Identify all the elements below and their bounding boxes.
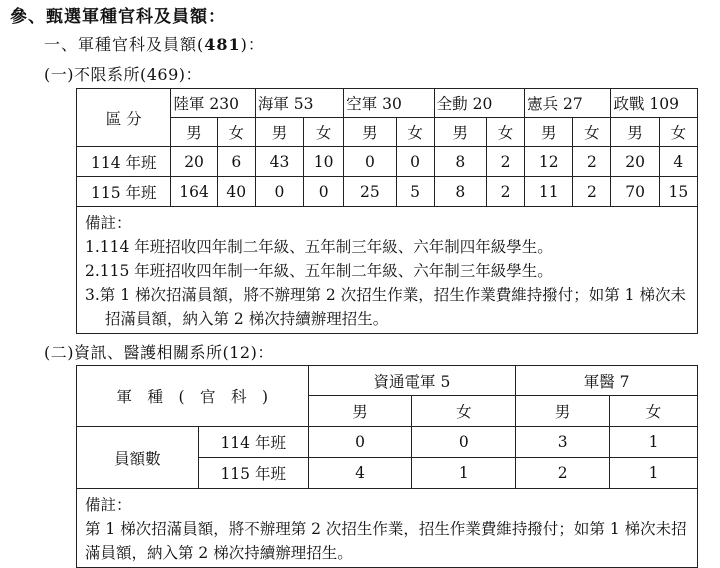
quota-cell: 4	[308, 458, 412, 489]
quota-cell: 40	[217, 177, 255, 207]
quota-cell: 5	[396, 177, 434, 207]
notes-cell	[77, 207, 698, 334]
branch-header: 資通電軍 5	[308, 366, 516, 396]
quota-cell: 2	[486, 177, 524, 207]
quota-cell: 3	[516, 427, 610, 458]
gender-male: 男	[611, 118, 659, 147]
quota-cell: 0	[304, 177, 344, 207]
branch-header: 全動 20	[434, 89, 524, 118]
quota-cell: 2	[516, 458, 610, 489]
gender-female: 女	[304, 118, 344, 147]
quota-cell: 2	[486, 147, 524, 177]
quota-cell: 2	[573, 177, 611, 207]
gender-female: 女	[412, 396, 516, 427]
row-label: 115 年班	[77, 177, 171, 207]
quota-cell: 6	[217, 147, 255, 177]
quota-cell: 12	[525, 147, 573, 177]
gender-male: 男	[308, 396, 412, 427]
quota-cell: 10	[304, 147, 344, 177]
row-label: 115 年班	[198, 458, 308, 489]
gender-female: 女	[573, 118, 611, 147]
quota-cell: 25	[344, 177, 396, 207]
gender-male: 男	[171, 118, 217, 147]
total-quota: 481	[204, 35, 241, 54]
quota-cell: 164	[171, 177, 217, 207]
table-row	[77, 177, 698, 207]
notes-title: 備註：	[85, 496, 132, 514]
quota-cell: 43	[255, 147, 303, 177]
quota-cell: 70	[611, 177, 659, 207]
branch-header: 政戰 109	[611, 89, 698, 118]
subheading-quota	[44, 32, 265, 55]
gender-male: 男	[344, 118, 396, 147]
quota-table-it-medical	[76, 365, 698, 568]
gender-female: 女	[396, 118, 434, 147]
subheading-prefix: 一、軍種官科及員額(	[44, 35, 205, 54]
note-item: 3.第 1 梯次招滿員額，將不辦理第 2 次招生作業，招生作業費維持撥付；如第 1 梯次未招滿員額，納入第 2 梯次持續辦理招生。	[85, 286, 686, 328]
gender-female: 女	[217, 118, 255, 147]
branch-header: 憲兵 27	[525, 89, 611, 118]
gender-female: 女	[610, 396, 698, 427]
quota-cell: 0	[412, 427, 516, 458]
quota-cell: 11	[525, 177, 573, 207]
branch-header: 空軍 30	[344, 89, 434, 118]
notes-title: 備註：	[85, 214, 132, 232]
quota-cell: 2	[573, 147, 611, 177]
gender-male: 男	[434, 118, 486, 147]
branch-column-header: 軍 種 ( 官 科 )	[77, 366, 309, 427]
quota-cell: 1	[610, 427, 698, 458]
quota-table-unrestricted	[76, 88, 698, 334]
gender-female: 女	[659, 118, 697, 147]
quota-cell: 4	[659, 147, 697, 177]
quota-cell: 8	[434, 177, 486, 207]
subsection-1-title: (一)不限系所(469)：	[44, 65, 203, 84]
note-item: 2.115 年班招收四年制一年級、五年制二年級、六年制三年級學生。	[85, 262, 553, 280]
branch-header: 軍醫 7	[516, 366, 698, 396]
section-heading: 參、甄選軍種官科及員額：	[10, 7, 226, 27]
table-row	[77, 427, 698, 458]
quota-cell: 15	[659, 177, 697, 207]
notes-cell	[77, 489, 698, 568]
gender-male: 男	[255, 118, 303, 147]
quota-cell: 0	[396, 147, 434, 177]
gender-male: 男	[516, 396, 610, 427]
quota-cell: 1	[610, 458, 698, 489]
quota-cell: 0	[308, 427, 412, 458]
note-item: 1.114 年班招收四年制二年級、五年制三年級、六年制四年級學生。	[85, 238, 553, 256]
quota-cell: 0	[344, 147, 396, 177]
branch-header: 陸軍 230	[171, 89, 255, 118]
quota-cell: 1	[412, 458, 516, 489]
row-label: 114 年班	[77, 147, 171, 177]
note-item: 第 1 梯次招滿員額，將不辦理第 2 次招生作業，招生作業費維持撥付；如第 1 梯次未招滿員額，納入第 2 梯次持續辦理招生。	[85, 520, 687, 562]
quota-cell: 20	[171, 147, 217, 177]
gender-female: 女	[486, 118, 524, 147]
quota-cell: 0	[255, 177, 303, 207]
quota-cell: 20	[611, 147, 659, 177]
quota-cell: 8	[434, 147, 486, 177]
row-label: 114 年班	[198, 427, 308, 458]
gender-male: 男	[525, 118, 573, 147]
branch-header: 海軍 53	[255, 89, 343, 118]
group-label: 員額數	[77, 427, 199, 489]
subsection-2-title: (二)資訊、醫護相關系所(12)：	[44, 343, 274, 362]
subheading-suffix: )：	[240, 35, 265, 54]
row-header: 區 分	[77, 89, 171, 147]
table-row	[77, 147, 698, 177]
